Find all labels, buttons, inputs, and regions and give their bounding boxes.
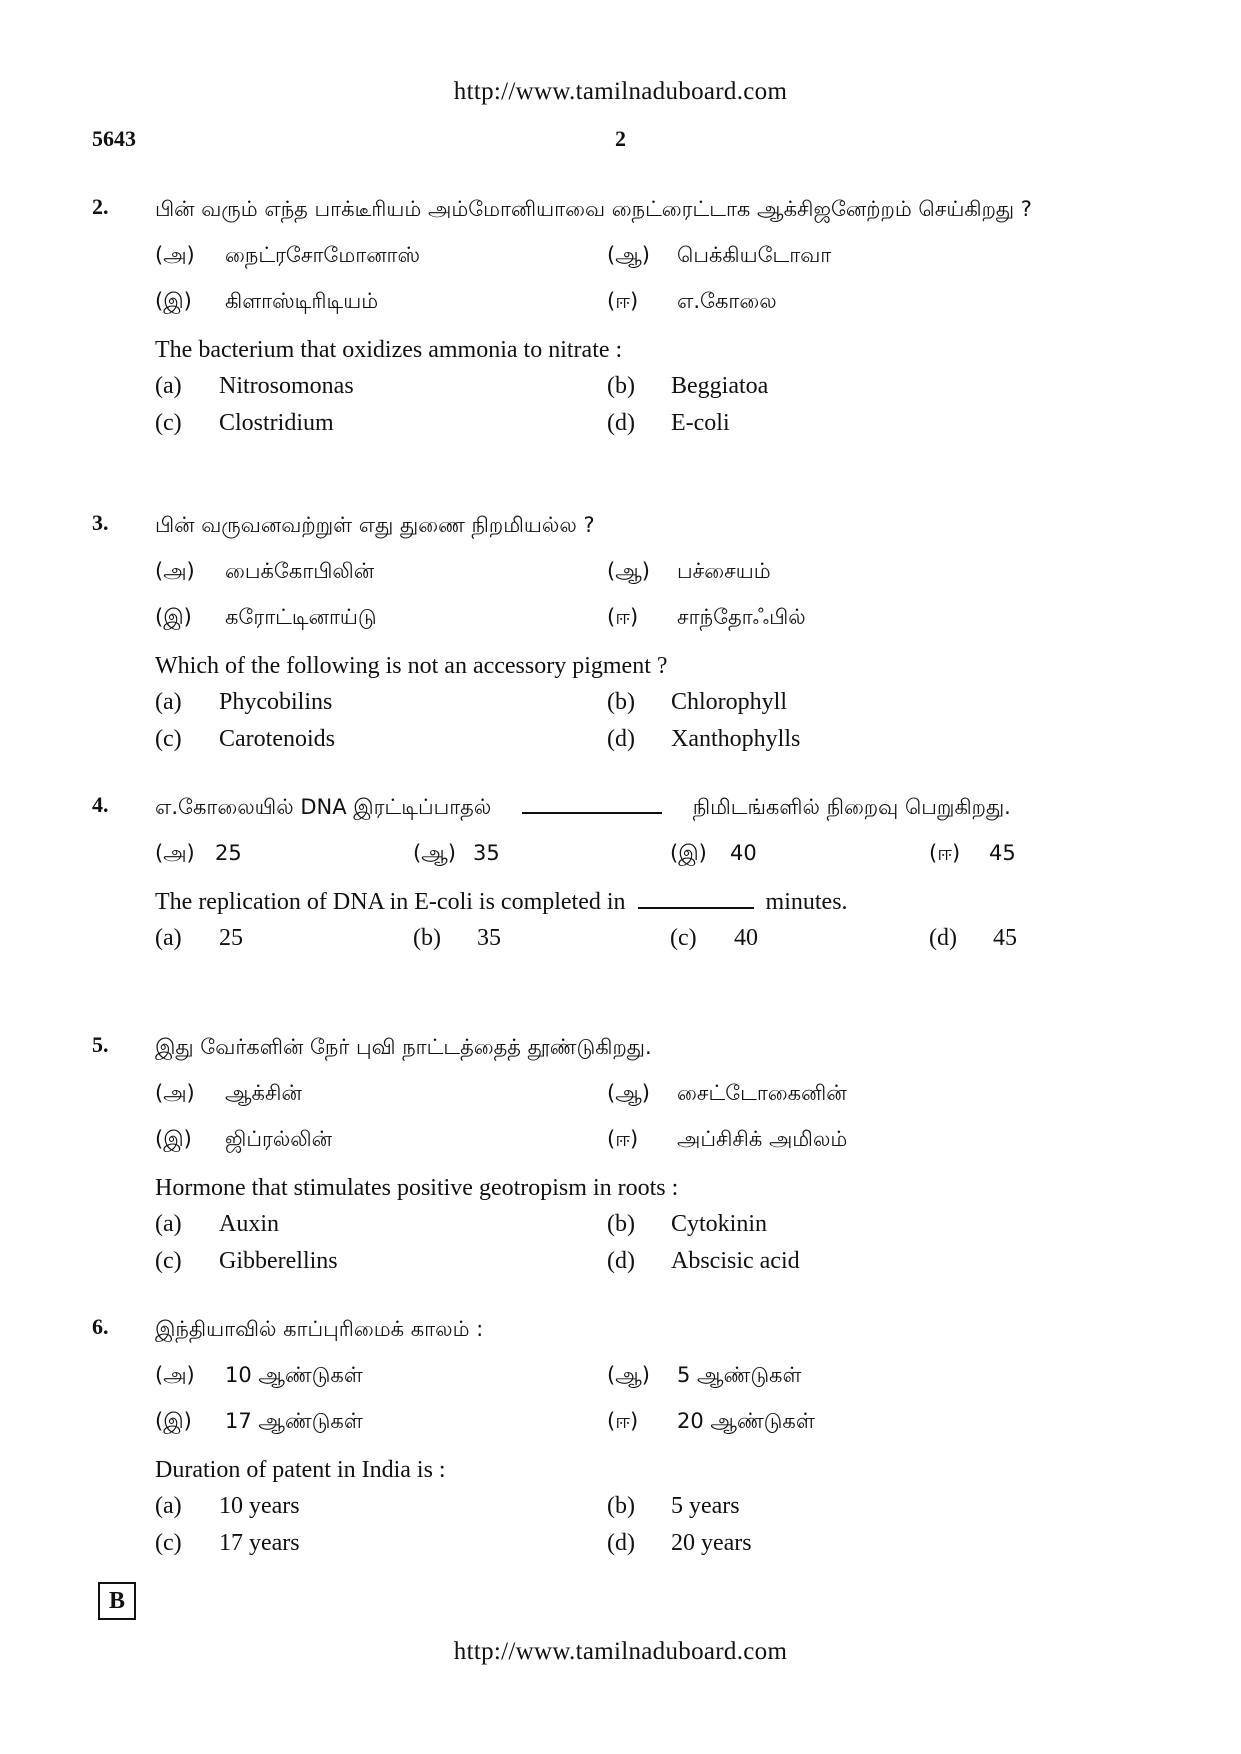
option-b-tamil: (ஆ) 5 ஆண்டுகள் [607, 1363, 802, 1387]
question-english-stem: The bacterium that oxidizes ammonia to nitrate : [155, 337, 623, 363]
option-d-tamil: (ஈ) எ.கோலை [607, 289, 777, 313]
option-b-english: (b) 35 [413, 925, 501, 951]
tamil-options-row-2 [155, 284, 1135, 330]
option-c-tamil: (இ) கிளாஸ்டிரிடியம் [155, 289, 379, 313]
english-options-row-1 [155, 368, 1135, 405]
tamil-options-row-2 [155, 1122, 1135, 1168]
option-b-english: (b) Beggiatoa [607, 373, 769, 399]
option-d-tamil: (ஈ) 20 ஆண்டுகள் [607, 1409, 815, 1433]
english-options-row-2 [155, 1243, 1135, 1280]
stem-text-after-blank: minutes. [765, 889, 848, 915]
option-c-english: (c) Clostridium [155, 410, 334, 436]
option-c-tamil: (இ) 40 [670, 841, 757, 865]
option-b-tamil: (ஆ) பெக்கியடோவா [607, 243, 832, 267]
tamil-options-row-2 [155, 600, 1135, 646]
option-a-tamil: (அ) நைட்ரசோமோனாஸ் [155, 243, 421, 267]
tamil-options-row-1 [155, 238, 1135, 284]
version-badge: B [98, 1582, 136, 1620]
header-url: http://www.tamilnaduboard.com [453, 78, 788, 105]
option-c-tamil: (இ) ஜிப்ரல்லின் [155, 1127, 333, 1151]
stem-text-after-blank: நிமிடங்களில் நிறைவு பெறுகிறது. [692, 795, 1011, 819]
option-d-english: (d) E-coli [607, 410, 730, 436]
option-b-tamil: (ஆ) சைட்டோகைனின் [607, 1081, 847, 1105]
option-d-tamil: (ஈ) 45 [929, 841, 1016, 865]
option-d-english: (d) Abscisic acid [607, 1248, 800, 1274]
question-english-stem [155, 884, 1135, 920]
option-a-english: (a) Phycobilins [155, 689, 333, 715]
option-d-english: (d) Xanthophylls [607, 726, 801, 752]
paper-code: 5643 [92, 126, 136, 151]
option-a-english: (a) 10 years [155, 1493, 300, 1519]
tamil-options-row-1 [155, 1076, 1135, 1122]
page-number: 2 [615, 126, 626, 151]
question-english-stem: Duration of patent in India is : [155, 1457, 446, 1483]
stem-text-before-blank: எ.கோலையில் DNA இரட்டிப்பாதல் [155, 795, 492, 819]
question-number: 5. [92, 1032, 109, 1057]
option-c-english: (c) 17 years [155, 1530, 300, 1556]
option-b-english: (b) Chlorophyll [607, 689, 788, 715]
tamil-options-row [155, 836, 1135, 882]
question-number: 3. [92, 510, 109, 535]
question-tamil-stem: பின் வரும் எந்த பாக்டீரியம் அம்மோனியாவை நைட்ரைட்டாக ஆக்சிஜனேற்றம் செய்கிறது ? [155, 197, 1032, 221]
tamil-options-row-2 [155, 1404, 1135, 1450]
question-tamil-stem [155, 790, 1115, 824]
option-d-english: (d) 20 years [607, 1530, 752, 1556]
option-c-english: (c) Gibberellins [155, 1248, 338, 1274]
question-english-stem: Which of the following is not an accessory pigment ? [155, 653, 668, 679]
option-d-english: (d) 45 [929, 925, 1017, 951]
english-options-row-1 [155, 1206, 1135, 1243]
option-a-tamil: (அ) 10 ஆண்டுகள் [155, 1363, 363, 1387]
option-a-english: (a) Nitrosomonas [155, 373, 354, 399]
option-b-english: (b) 5 years [607, 1493, 740, 1519]
option-a-english: (a) 25 [155, 925, 243, 951]
tamil-options-row-1 [155, 1358, 1135, 1404]
question-number: 6. [92, 1314, 109, 1339]
tamil-options-row-1 [155, 554, 1135, 600]
option-c-english: (c) Carotenoids [155, 726, 335, 752]
option-a-tamil: (அ) பைக்கோபிலின் [155, 559, 375, 583]
question-number: 2. [92, 194, 109, 219]
question-number: 4. [92, 792, 109, 817]
question-tamil-stem: பின் வருவனவற்றுள் எது துணை நிறமியல்ல ? [155, 513, 595, 537]
option-c-english: (c) 40 [670, 925, 758, 951]
question-tamil-stem: இது வேர்களின் நேர் புவி நாட்டத்தைத் தூண்டுகிறது. [155, 1035, 652, 1059]
question-english-stem: Hormone that stimulates positive geotropism in roots : [155, 1175, 679, 1201]
english-options-row-2 [155, 1525, 1135, 1562]
english-options-row-1 [155, 684, 1135, 721]
question-tamil-stem: இந்தியாவில் காப்புரிமைக் காலம் : [155, 1317, 484, 1341]
footer-url: http://www.tamilnaduboard.com [453, 1638, 788, 1665]
option-d-tamil: (ஈ) சாந்தோஃபில் [607, 605, 806, 629]
english-options-row-2 [155, 721, 1135, 758]
fill-blank [638, 889, 754, 909]
option-a-english: (a) Auxin [155, 1211, 279, 1237]
option-b-tamil: (ஆ) 35 [413, 841, 500, 865]
english-options-row [155, 920, 1135, 957]
option-b-tamil: (ஆ) பச்சையம் [607, 559, 771, 583]
english-options-row-2 [155, 405, 1135, 442]
option-d-tamil: (ஈ) அப்சிசிக் அமிலம் [607, 1127, 848, 1151]
option-c-tamil: (இ) கரோட்டினாய்டு [155, 605, 377, 629]
english-options-row-1 [155, 1488, 1135, 1525]
fill-blank [522, 794, 662, 814]
option-a-tamil: (அ) ஆக்சின் [155, 1081, 302, 1105]
option-b-english: (b) Cytokinin [607, 1211, 768, 1237]
option-c-tamil: (இ) 17 ஆண்டுகள் [155, 1409, 363, 1433]
stem-text-before-blank: The replication of DNA in E-coli is completed in [155, 889, 626, 915]
option-a-tamil: (அ) 25 [155, 841, 242, 865]
